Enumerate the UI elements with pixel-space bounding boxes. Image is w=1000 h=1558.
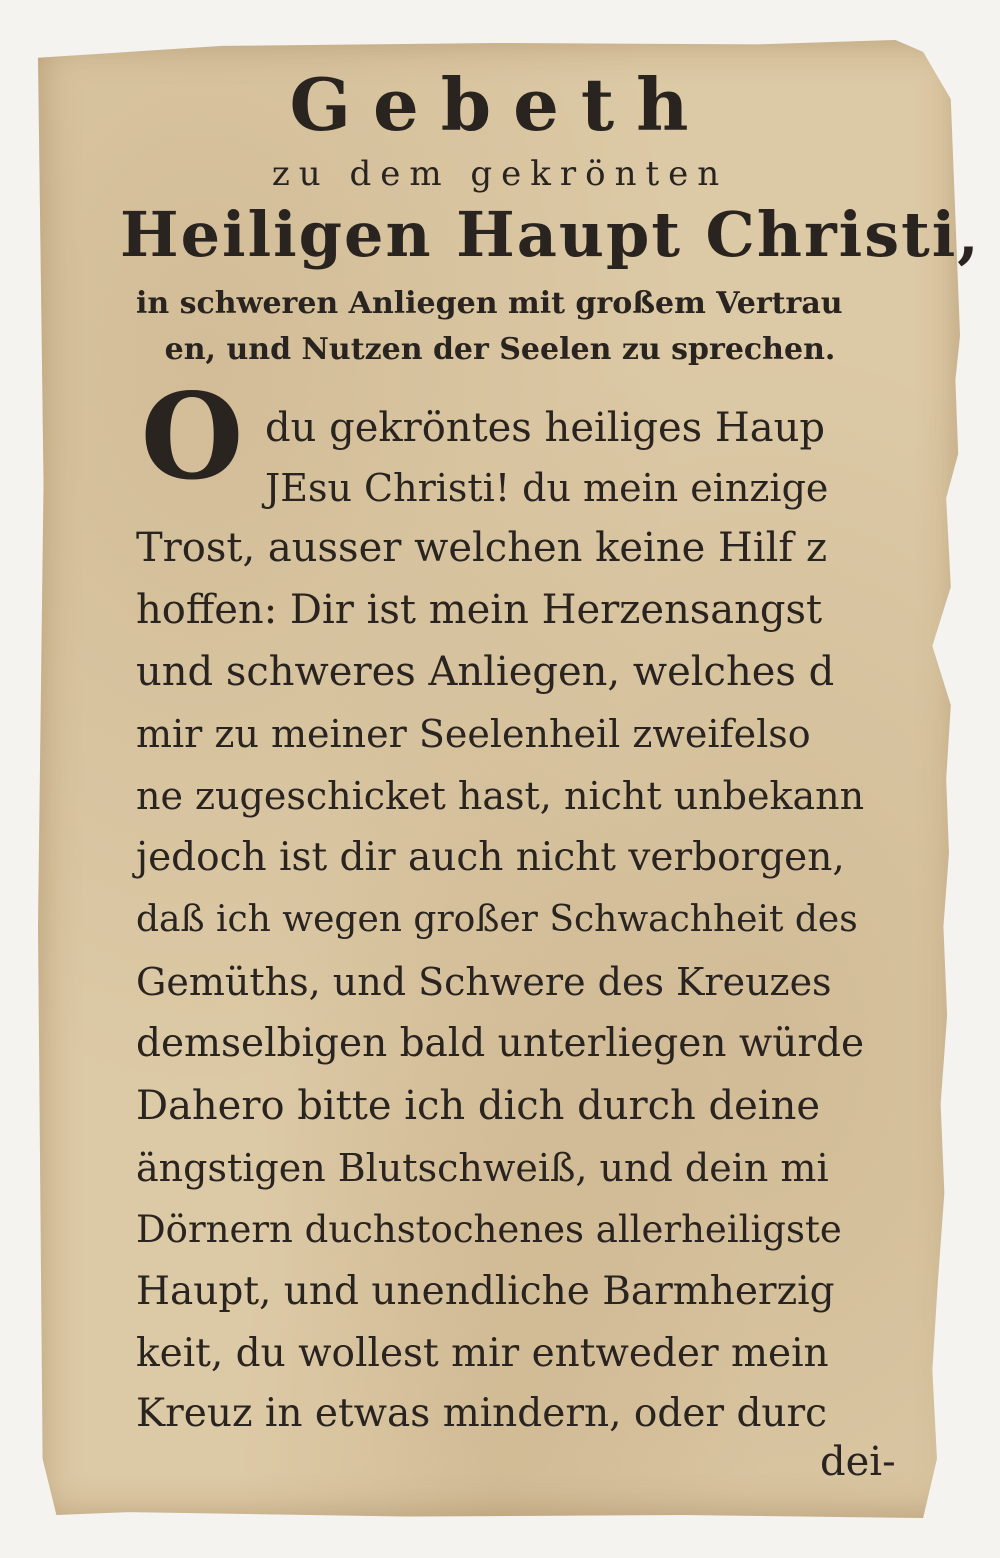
text-line: du gekröntes heiliges Haup bbox=[265, 405, 825, 451]
text-line: jedoch ist dir auch nicht verborgen, bbox=[136, 835, 845, 880]
text-line: mir zu meiner Seelenheil zweifelso bbox=[136, 712, 811, 756]
text-line: ne zugeschicket hast, nicht unbekann bbox=[136, 774, 865, 818]
drop-cap-initial: O bbox=[140, 367, 244, 506]
subtitle-line-1: in schweren Anliegen mit großem Vertrau bbox=[136, 286, 843, 321]
title-gebeth: Gebeth bbox=[289, 62, 711, 147]
text-line: und schweres Anliegen, welches d bbox=[136, 649, 835, 695]
text-line: JEsu Christi! du mein einzige bbox=[265, 466, 829, 510]
text-line: demselbigen bald unterliegen würde bbox=[136, 1021, 865, 1066]
text-line: Gemüths, und Schwere des Kreuzes bbox=[136, 960, 832, 1004]
title-heiligen-haupt-christi: Heiligen Haupt Christi, bbox=[120, 198, 981, 271]
catchword: dei- bbox=[820, 1439, 896, 1485]
text-line: Haupt, und unendliche Barmherzig bbox=[136, 1269, 835, 1314]
text-line: Trost, ausser welchen keine Hilf z bbox=[136, 525, 828, 571]
text-line: Dörnern duchstochenes allerheiligste bbox=[136, 1208, 842, 1251]
text-line: Kreuz in etwas mindern, oder durc bbox=[136, 1391, 828, 1436]
subtitle-zu-dem-gekroenten: zu dem gekrönten bbox=[271, 154, 729, 194]
text-line: Dahero bitte ich dich durch deine bbox=[136, 1083, 821, 1129]
text-line: hoffen: Dir ist mein Herzensangst bbox=[136, 587, 823, 633]
subtitle-line-2: en, und Nutzen der Seelen zu sprechen. bbox=[164, 332, 836, 367]
text-line: daß ich wegen großer Schwachheit des bbox=[136, 899, 858, 940]
text-line: keit, du wollest mir entweder mein bbox=[136, 1331, 829, 1376]
text-line: ängstigen Blutschweiß, und dein mi bbox=[136, 1146, 829, 1190]
